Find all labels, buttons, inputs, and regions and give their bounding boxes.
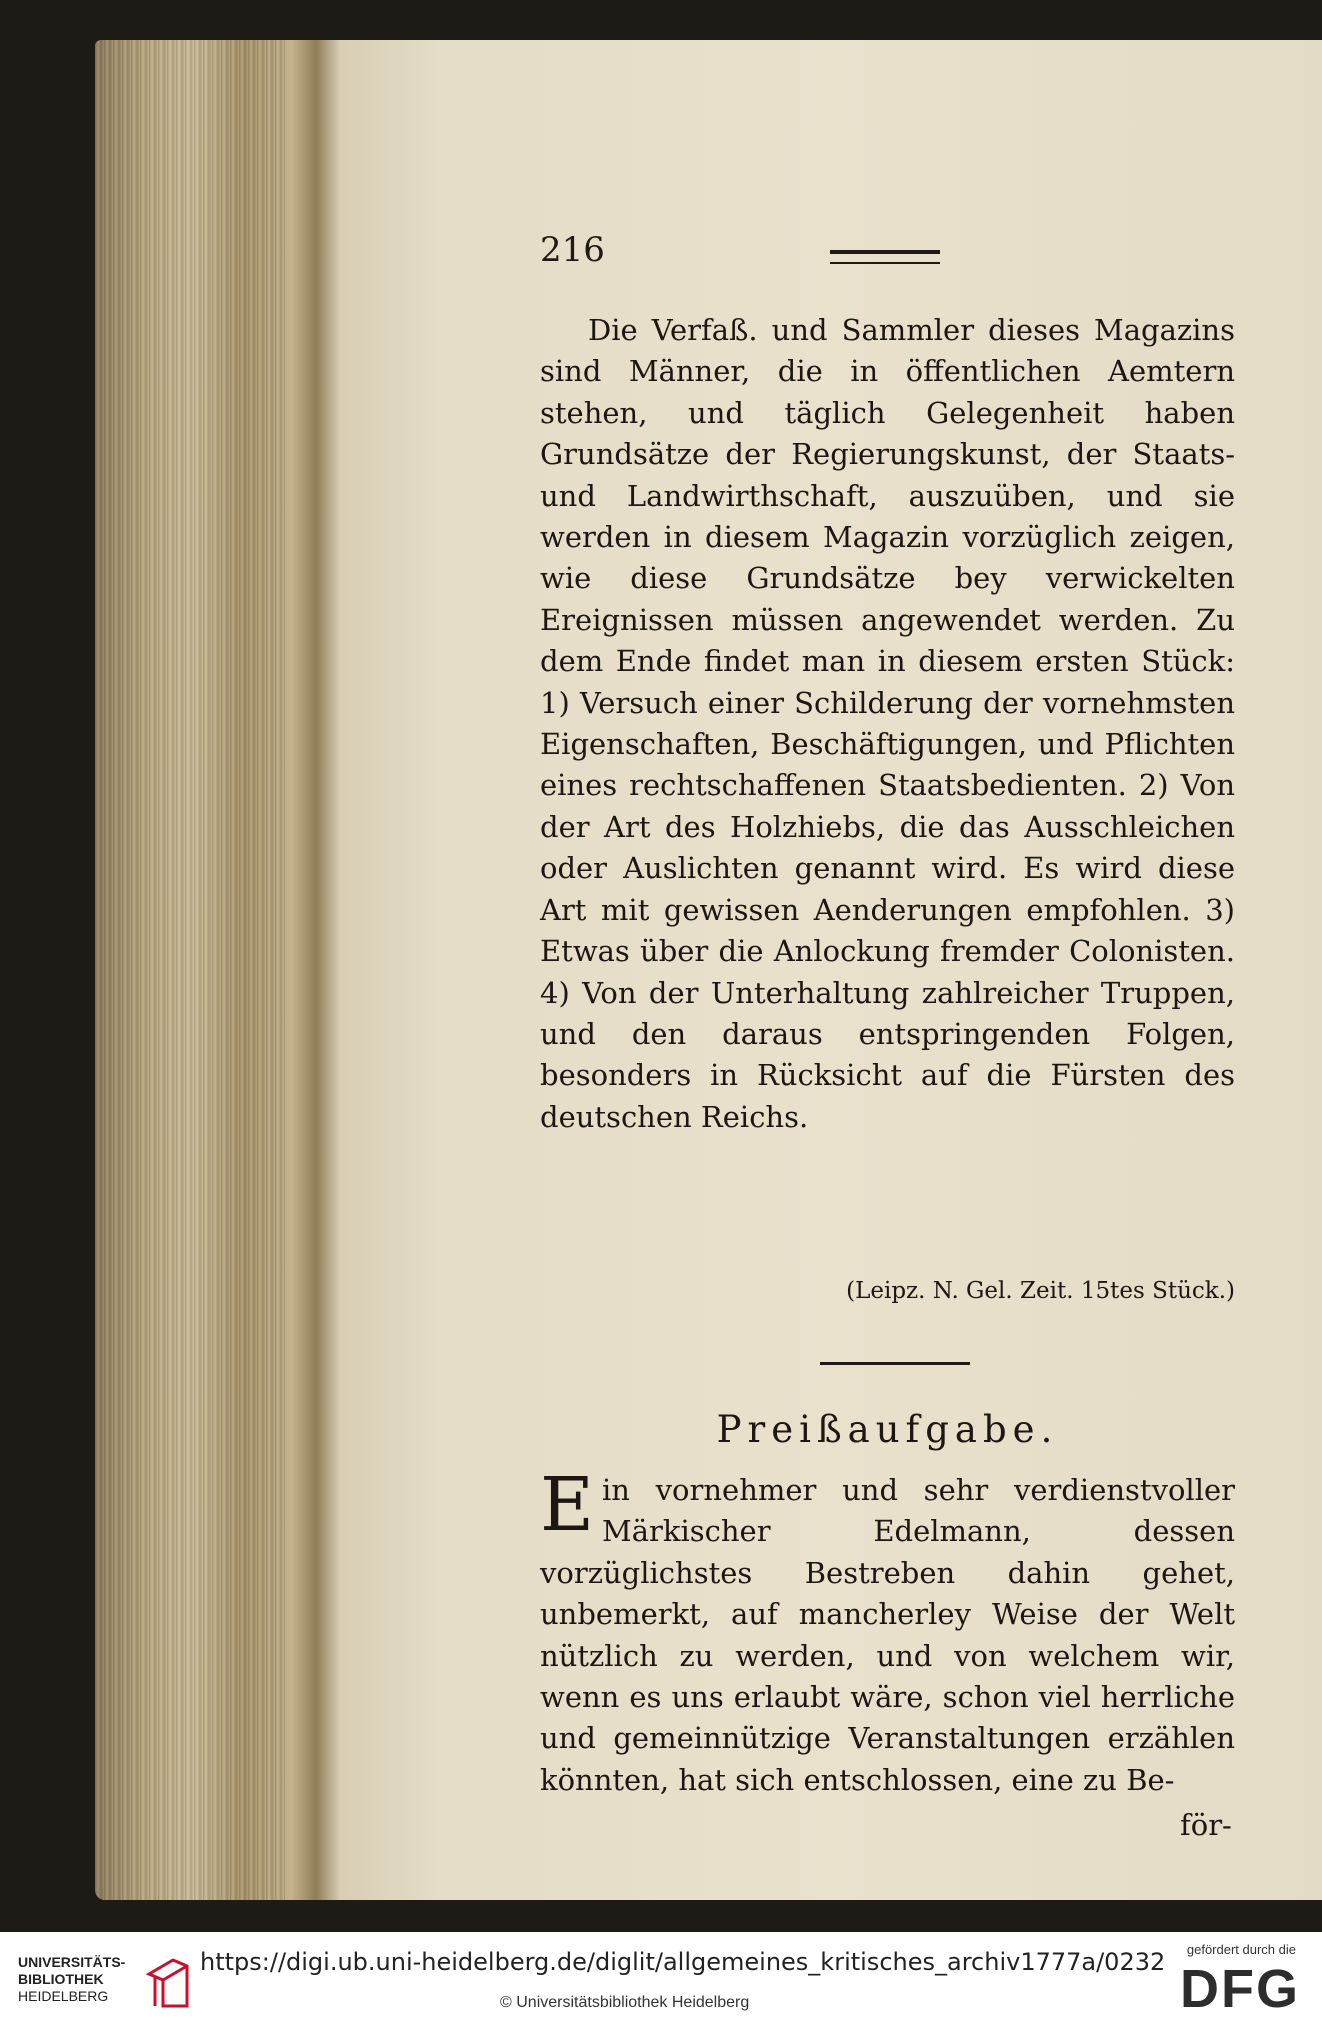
section-title: Preißaufgabe. xyxy=(716,1408,1059,1451)
section-body xyxy=(540,1462,1235,1801)
library-name-line2: BIBLIOTHEK xyxy=(18,1971,104,1987)
source-citation: (Leipz. N. Gel. Zeit. 15tes Stück.) xyxy=(846,1278,1235,1304)
catchword: för- xyxy=(1180,1808,1232,1842)
section-divider xyxy=(820,1362,970,1365)
library-name xyxy=(18,1954,138,2005)
running-header xyxy=(540,230,1240,280)
review-text xyxy=(540,310,1235,1138)
review-paragraph: Die Verfaß. und Sammler dieses Magazins sind Männer, die in öffentlichen Aemtern stehen, und täglich Gelegenheit haben Grundsätze der Regierungskunst, der Staats- und Landwirthschaft, auszuüben, und sie werden in diesem Magazin vorzüglich zeigen, wie diese Grundsätze bey verwickelten Ereignissen müssen angewendet werden. Zu dem Ende findet man in diesem ersten Stück: 1) Versuch einer Schilderung der vornehmsten Eigenschaften, Beschäftigungen, und Pflichten eines rechtschaffenen Staatsbedienten. 2) Von der Art des Holzhiebs, die das Ausschleichen oder Auslichten genannt wird. Es wird diese Art mit gewissen Aenderungen empfohlen. 3) Etwas über die Anlockung fremder Colonisten. 4) Von der Unterhaltung zahlreicher Truppen, und den daraus entspringenden Folgen, besonders in Rücksicht auf die Fürsten des deutschen Reichs. xyxy=(540,313,1235,1134)
header-ornament-rule xyxy=(830,250,940,264)
section-text: in vornehmer und sehr verdienstvoller Märkischer Edelmann, dessen vorzüglichstes Bestreben dahin gehet, unbemerkt, auf mancherley Weise der Welt nützlich zu werden, und von welchem wir, wenn es uns erlaubt wäre, schon viel herrliche und gemeinnützige Veranstaltungen erzählen könnten, hat sich entschlossen, eine zu Be- xyxy=(540,1473,1235,1797)
page-edges xyxy=(95,40,285,1900)
dfg-logo[interactable]: DFG xyxy=(1180,1959,1300,2019)
copyright-notice: © Universitätsbibliothek Heidelberg xyxy=(500,1994,750,2011)
library-logo[interactable] xyxy=(18,1954,198,2014)
funding-label: gefördert durch die xyxy=(1186,1942,1296,1957)
permalink-url[interactable]: https://digi.ub.uni-heidelberg.de/diglit/allgemeines_kritisches_archiv1777a/0232 xyxy=(200,1948,1166,1976)
footer-bar xyxy=(0,1932,1322,2028)
page-number: 216 xyxy=(540,230,605,270)
library-emblem-icon xyxy=(143,1956,193,2010)
library-name-line1: UNIVERSITÄTS- xyxy=(18,1954,126,1970)
drop-cap: E xyxy=(540,1462,595,1548)
library-name-line3: HEIDELBERG xyxy=(18,1988,109,2004)
